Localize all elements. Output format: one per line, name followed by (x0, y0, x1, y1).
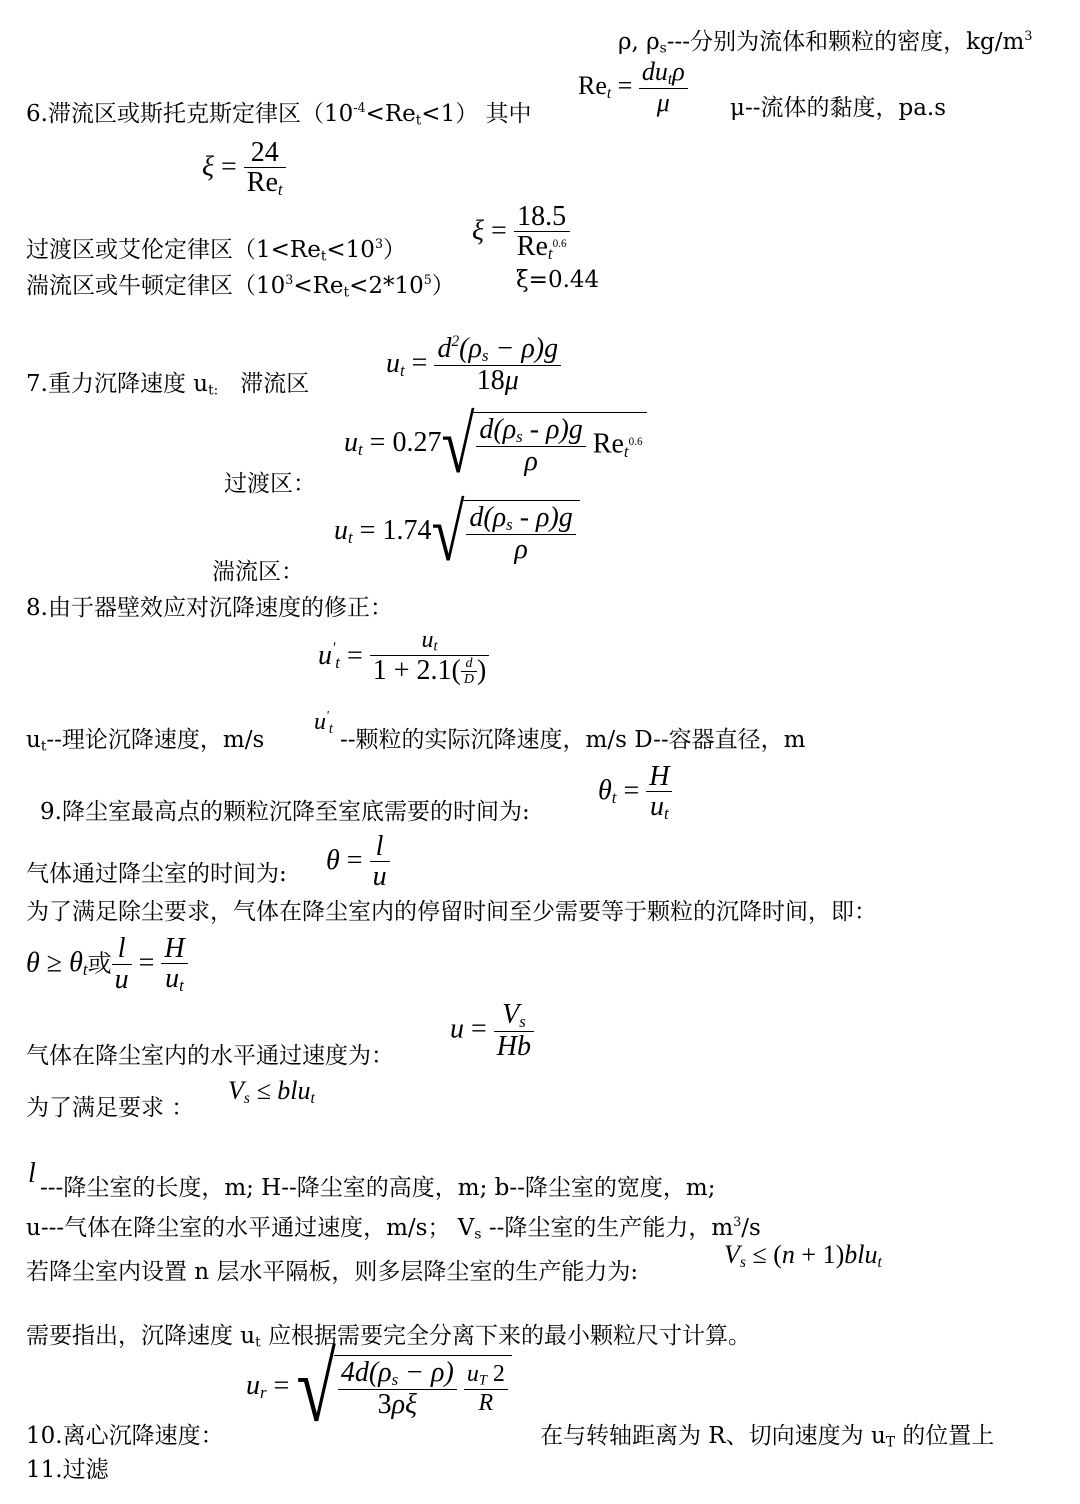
formula-xi-laminar: ξ = $\frac{24}{Re_t}$ (202, 138, 286, 200)
formula-ut-transition: $u_t = 0.27√$ $\frac{d(\rho_s - \rho)g}{\rho}$ $Re_t^{0.6}$ (344, 412, 647, 478)
formula-vs-condition: $V_s \le blu_t$ (228, 1076, 315, 1107)
formula-ut-turbulent: $u_t = 1.74√$ $\frac{d(\rho_s - \rho)g}{\rho}$ (334, 500, 580, 566)
ut-definition: $u_t--$理论沉降速度，m/s (26, 727, 265, 755)
symbol-ut-prime: $u'_t$ (314, 708, 333, 737)
item6-label: 6.滞流区或斯托克斯定律区$(10^{-4}<Re_t<1)$ 其中 (26, 100, 532, 129)
density-definition: ρ, $\rho_s---$分别为流体和颗粒的密度，$kg/m^3$ (618, 28, 1033, 57)
item11-label: 11.过滤 (26, 1457, 109, 1483)
item9-label: 9.降尘室最高点的颗粒沉降至室底需要的时间为: (40, 799, 530, 825)
formula-theta-condition: $\theta \ge \theta_t$或 $\frac{l}{u}$ = $\frac{H}{u_t}$ (26, 934, 188, 996)
item7-transition-label: 过渡区： (224, 471, 316, 497)
item8-label: 8.由于器壁效应对沉降速度的修正： (26, 595, 393, 621)
note-text: 需要指出，沉降速度 $u_t$ 应根据需要完全分离下来的最小颗粒尺寸计算。 (26, 1323, 751, 1351)
formula-xi-transition: ξ = $\frac{18.5}{Re_t^{0.6}}$ (472, 202, 570, 264)
formula-u-horizontal: u = $\frac{V_s}{Hb}$ (450, 1000, 534, 1063)
item7-label: 7.重力沉降速度 $u_{t:}$ 滞流区 (26, 371, 310, 399)
formula-theta: θ = $\frac{l}{u}$ (326, 832, 390, 893)
item7-turbulent-label: 湍流区： (212, 559, 304, 585)
ut-prime-definition: --颗粒的实际沉降速度，m/s D--容器直径，m (340, 727, 806, 753)
definition-l-h-b: ---降尘室的长度，m; H--降尘室的高度，m; b--降尘室的宽度，m; (40, 1175, 716, 1201)
formula-ut-laminar: $u_t$ = $\frac{d^2(\rho_s - \rho)g}{18\mu}$ (386, 334, 561, 397)
definition-u-vs: u---气体在降尘室的水平通过速度，m/s； $V_s$ --降尘室的生产能力，$m^3/s$ (26, 1214, 761, 1243)
multilayer-label: 若降尘室内设置 n 层水平隔板，则多层降尘室的生产能力为: (26, 1259, 639, 1285)
formula-reynolds: $Re_t$ = $\frac{du_t\rho}{\mu}$ (578, 58, 688, 118)
item10-context: 在与转轴距离为 R、切向速度为 $u_T$ 的位置上 (540, 1423, 995, 1451)
symbol-l: l (28, 1158, 36, 1189)
formula-theta-t: $\theta_t$ = $\frac{H}{u_t}$ (598, 762, 672, 824)
item10-label: 10.离心沉降速度： (26, 1423, 224, 1449)
or-word: 或 (87, 949, 112, 978)
turbulent-zone-label: 湍流区或牛顿定律区$(10^3<Re_t<2*10^5)$ (26, 272, 455, 301)
formula-ur-centrifugal: $u_r$ = √ $\frac{4d(\rho_s - \rho)}{3\rho\xi}$ $\frac{u_T 2}{R}$ (246, 1352, 512, 1424)
horizontal-speed-label: 气体在降尘室内的水平通过速度为： (26, 1043, 394, 1069)
formula-vs-multilayer: $V_s \le (n + 1)blu_t$ (724, 1240, 882, 1271)
viscosity-definition: μ--流体的黏度，pa.s (730, 95, 947, 121)
requirement-text: 为了满足除尘要求，气体在降尘室内的停留时间至少需要等于颗粒的沉降时间，即： (26, 899, 877, 925)
transition-zone-label: 过渡区或艾伦定律区$(1<Re_t<10^3)$ (26, 236, 406, 265)
gas-time-label: 气体通过降尘室的时间为: (26, 861, 287, 887)
turbulent-xi-value: ξ=0.44 (516, 267, 600, 293)
formula-wall-correction: $u'_t$ = $u_t$ 1 + 2.1( $\frac{d}{D}$ ) (318, 628, 489, 688)
meet-requirement-label: 为了满足要求 ： (26, 1095, 195, 1121)
